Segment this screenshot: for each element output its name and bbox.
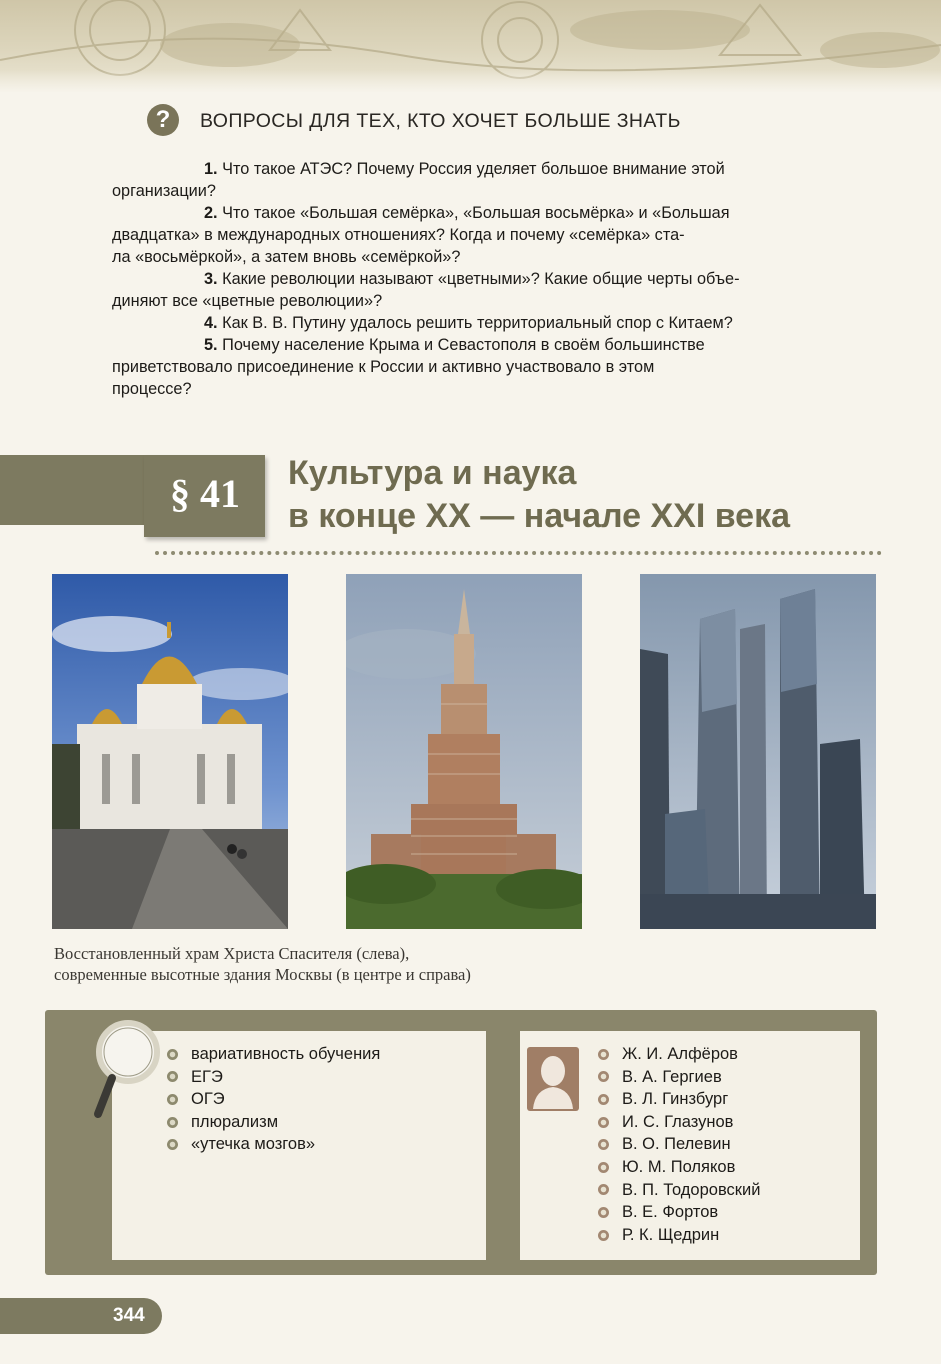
photo-cathedral	[52, 574, 288, 929]
person-item: В. П. Тодоровский	[598, 1179, 760, 1202]
question-icon: ?	[147, 104, 179, 136]
question-item: 4. Как В. В. Путину удалось решить территориальный спор с Китаем?	[204, 314, 733, 332]
person-item: В. Е. Фортов	[598, 1201, 760, 1224]
photo-high-rise	[346, 574, 582, 929]
question-item: 3. Какие революции называют «цветными»? Какие общие черты объе- диняют все «цветные революции»?	[112, 270, 740, 310]
question-item: 2. Что такое «Большая семёрка», «Большая восьмёрка» и «Большая двадцатка» в международных отношениях? Когда и почему «семёрка» ста- ла «восьмёркой», а затем вновь «семёркой»?	[112, 204, 730, 266]
question-item: 1. Что такое АТЭС? Почему Россия уделяет большое внимание этой организации?	[112, 160, 725, 200]
person-item: Р. К. Щедрин	[598, 1224, 760, 1247]
bullet-icon	[598, 1162, 609, 1173]
section-title: Культура и наука в конце XX — начале XXI века	[288, 454, 791, 535]
bullet-icon	[167, 1049, 178, 1060]
bullet-icon	[167, 1139, 178, 1150]
bullet-icon	[167, 1071, 178, 1082]
person-item: Ж. И. Алфёров	[598, 1043, 760, 1066]
bullet-icon	[598, 1117, 609, 1128]
person-item: В. Л. Гинзбург	[598, 1088, 760, 1111]
person-silhouette-icon	[527, 1047, 579, 1111]
page-number: 344	[113, 1305, 145, 1326]
questions-heading: ВОПРОСЫ ДЛЯ ТЕХ, КТО ХОЧЕТ БОЛЬШЕ ЗНАТЬ	[200, 110, 681, 132]
bullet-icon	[598, 1049, 609, 1060]
magnifier-icon	[90, 1014, 170, 1124]
bullet-icon	[167, 1094, 178, 1105]
bullet-icon	[598, 1139, 609, 1150]
bullet-icon	[598, 1071, 609, 1082]
decorative-header-band	[0, 0, 941, 92]
question-item: 5. Почему население Крыма и Севастополя в своём большинстве приветствовало присоединение к России и активно участвовало в этом процессе?	[112, 336, 705, 398]
person-item: И. С. Глазунов	[598, 1111, 760, 1134]
bullet-icon	[598, 1207, 609, 1218]
photo-skyscrapers	[640, 574, 876, 929]
term-item: плюрализм	[167, 1111, 380, 1134]
questions-list	[112, 158, 878, 400]
person-item: В. А. Гергиев	[598, 1066, 760, 1089]
bullet-icon	[598, 1184, 609, 1195]
photo-caption: Восстановленный храм Христа Спасителя (слева), современные высотные здания Москвы (в центре и справа)	[54, 944, 471, 984]
bullet-icon	[598, 1230, 609, 1241]
bullet-icon	[167, 1117, 178, 1128]
section-number: § 41	[170, 471, 240, 516]
term-item: ЕГЭ	[167, 1066, 380, 1089]
person-item: Ю. М. Поляков	[598, 1156, 760, 1179]
persons-list	[598, 1043, 760, 1246]
term-item: ОГЭ	[167, 1088, 380, 1111]
term-item: «утечка мозгов»	[167, 1133, 380, 1156]
dotted-divider	[155, 551, 882, 555]
terms-list	[167, 1043, 380, 1156]
person-item: В. О. Пелевин	[598, 1133, 760, 1156]
term-item: вариативность обучения	[167, 1043, 380, 1066]
bullet-icon	[598, 1094, 609, 1105]
